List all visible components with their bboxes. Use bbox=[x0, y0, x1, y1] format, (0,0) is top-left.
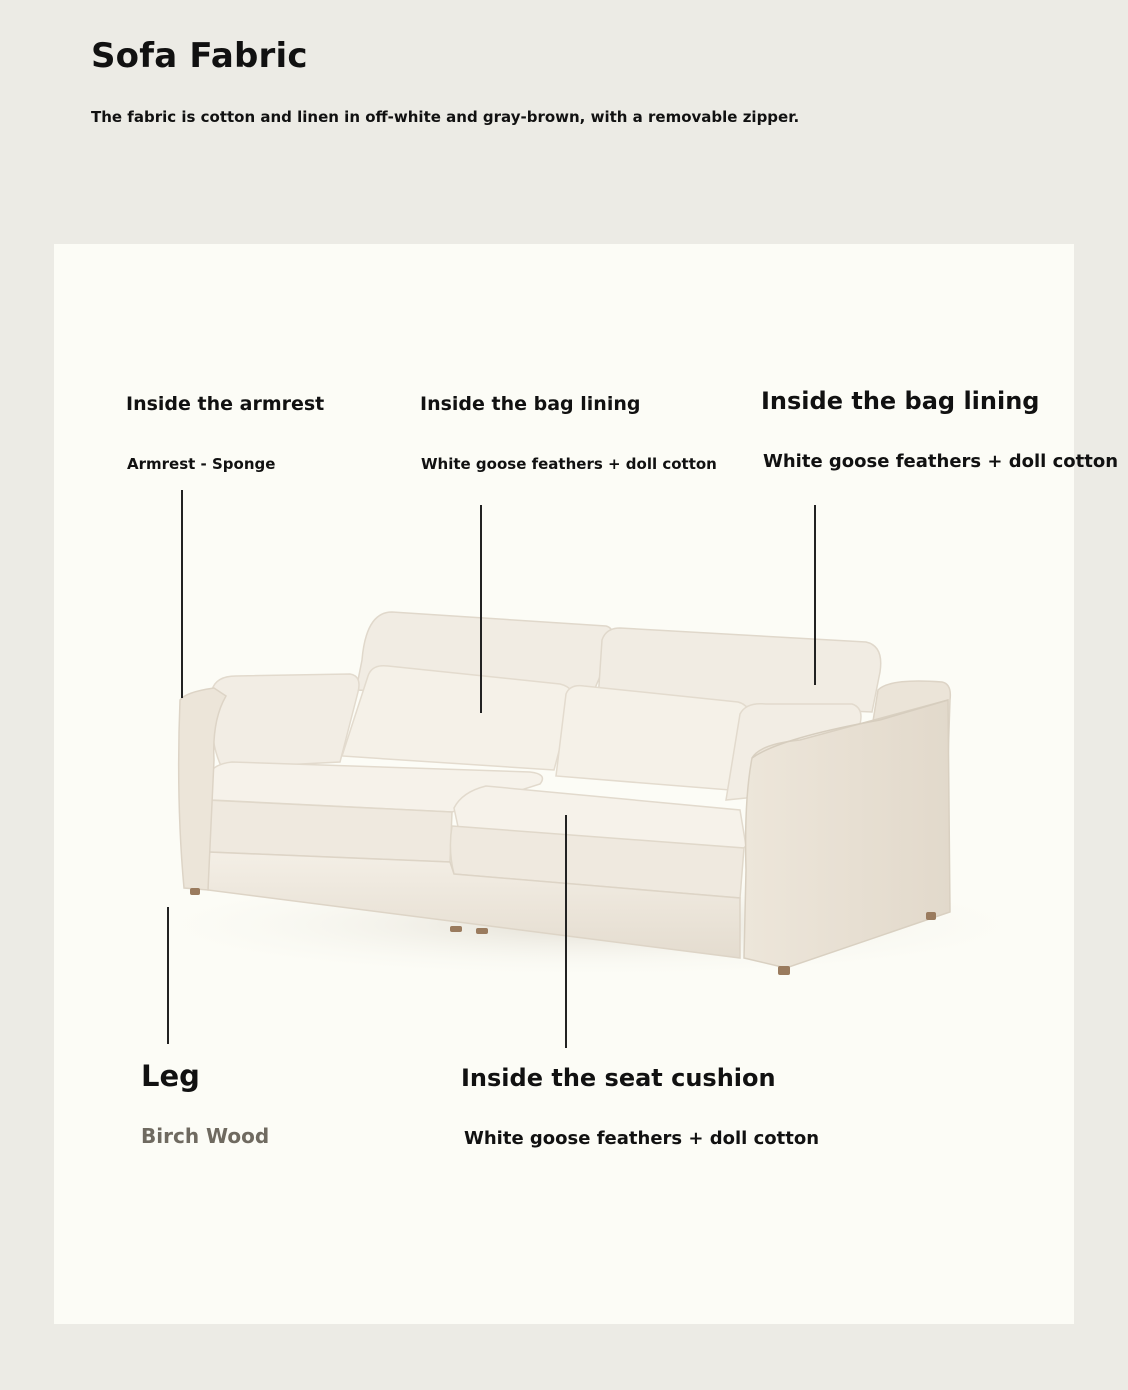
bag-lining-left-leader-line bbox=[480, 505, 482, 713]
seat-cushion-leader-line bbox=[565, 815, 567, 1048]
pillow-left-arm bbox=[211, 674, 359, 768]
bag-lining-right-callout-detail: White goose feathers + doll cotton bbox=[763, 451, 1119, 472]
bag-lining-right-leader-line bbox=[814, 505, 816, 685]
leg-front-left bbox=[190, 888, 200, 895]
leg-callout-detail: Birch Wood bbox=[141, 1124, 270, 1148]
armrest-leader-line bbox=[181, 490, 183, 698]
leg-center-b bbox=[476, 928, 488, 934]
leg-back-right bbox=[926, 912, 936, 920]
seat-cushion-callout-detail: White goose feathers + doll cotton bbox=[464, 1128, 820, 1149]
pillow-center-right bbox=[556, 686, 749, 790]
leg-center-a bbox=[450, 926, 462, 932]
bag-lining-right-callout-title: Inside the bag lining bbox=[761, 387, 1040, 415]
leg-leader-line bbox=[167, 907, 169, 1044]
seat-cushion-callout-title: Inside the seat cushion bbox=[461, 1064, 776, 1092]
leg-callout-title: Leg bbox=[141, 1059, 200, 1093]
page-title: Sofa Fabric bbox=[91, 36, 308, 76]
armrest-callout-title: Inside the armrest bbox=[126, 393, 325, 415]
page-subtitle: The fabric is cotton and linen in off-white and gray-brown, with a removable zipper. bbox=[91, 108, 800, 126]
leg-front-right bbox=[778, 966, 790, 975]
armrest-callout-detail: Armrest - Sponge bbox=[127, 455, 276, 473]
bag-lining-left-callout-title: Inside the bag lining bbox=[420, 393, 641, 415]
bag-lining-left-callout-detail: White goose feathers + doll cotton bbox=[421, 455, 717, 473]
pillow-center-left bbox=[342, 666, 573, 770]
